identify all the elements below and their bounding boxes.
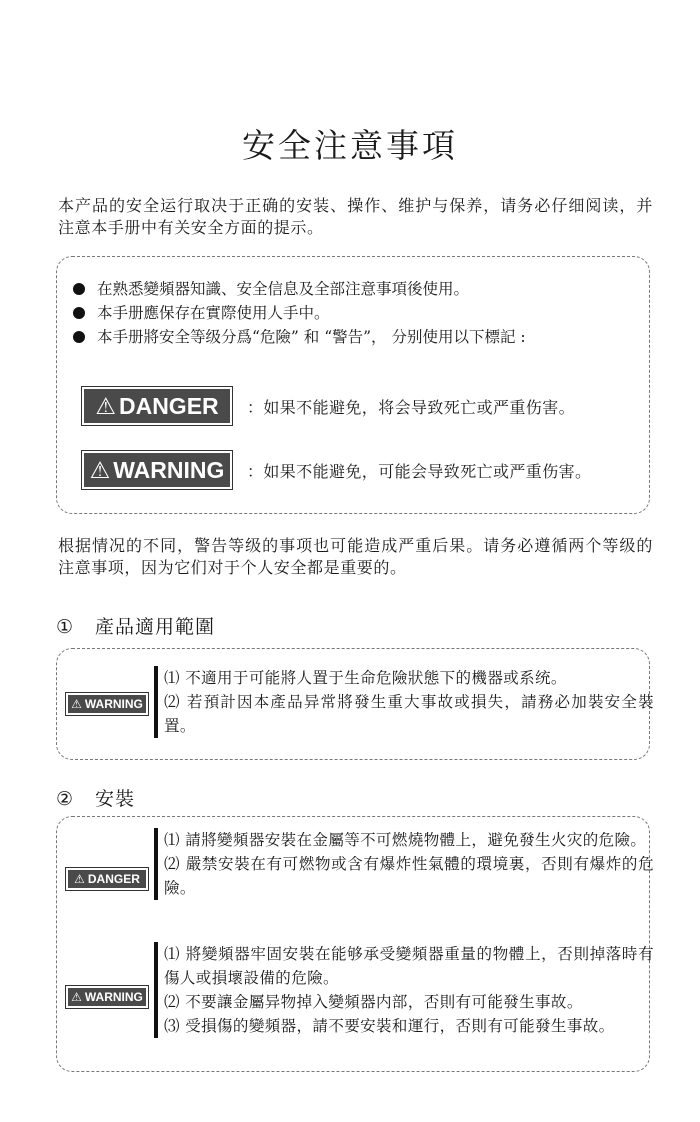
bullet-dot-icon — [73, 331, 85, 343]
warning-triangle-icon: ⚠ — [95, 392, 116, 419]
danger-badge-large — [84, 389, 230, 423]
item-text: ⑵ 若預計因本產品异常將發生重大事故或損失，請務必加裝安全裝置。 — [164, 693, 654, 735]
warning-triangle-icon: ⚠ — [71, 990, 82, 1004]
section-title: 安裝 — [95, 788, 136, 810]
item-text: ⑵ 嚴禁安裝在有可燃物或含有爆炸性氣體的環境裏，否則有爆炸的危險。 — [164, 855, 654, 897]
notice-bullet — [73, 301, 526, 325]
section-heading-scope — [56, 612, 215, 639]
notice-bullet-text: 本手册應保存在實際使用人手中。 — [97, 304, 330, 322]
warning-badge-label: WARNING — [113, 456, 225, 483]
page-title: 安全注意事項 — [242, 126, 458, 166]
item-text: ⑴ 將變頻器牢固安裝在能够承受變頻器重量的物體上，否則掉落時有傷人或損壞設備的危險。 — [164, 945, 654, 987]
section-title: 產品適用範圍 — [95, 616, 216, 638]
warning-badge-small — [68, 695, 146, 713]
danger-badge-label: DANGER — [118, 392, 219, 419]
warning-badge-large — [84, 453, 230, 487]
item-text: ⑵ 不要讓金屬异物掉入變頻器内部，否則有可能發生事故。 — [164, 993, 583, 1011]
scope-warning-items — [154, 666, 654, 738]
warning-description: ：如果不能避免，可能会导致死亡或严重伤害。 — [247, 462, 592, 481]
warning-badge-label: WARNING — [84, 990, 143, 1004]
install-danger-items — [154, 828, 654, 900]
install-warning-items — [154, 942, 654, 1038]
section-number: ② — [56, 788, 75, 810]
warning-triangle-icon: ⚠ — [89, 456, 111, 483]
item-text: ⑶ 受損傷的變頻器，請不要安裝和運行，否則有可能發生事故。 — [164, 1017, 615, 1035]
outro-paragraph: 根据情况的不同，警告等级的事项也可能造成严重后果。请务必遵循两个等级的注意事项，因为它们对于个人安全都是重要的。 — [58, 536, 653, 577]
item-text: ⑴ 不適用于可能將人置于生命危險狀態下的機器或系统。 — [164, 669, 567, 687]
notice-bullet — [73, 277, 526, 301]
notice-bullet — [73, 325, 526, 349]
notice-bullet-list — [73, 277, 526, 349]
item-text: ⑴ 請將變頻器安裝在金屬等不可燃燒物體上，避免發生火灾的危險。 — [164, 831, 647, 849]
warning-triangle-icon: ⚠ — [71, 697, 82, 711]
bullet-dot-icon — [73, 283, 85, 295]
notice-box — [56, 256, 650, 514]
bullet-dot-icon — [73, 307, 85, 319]
section-number: ① — [56, 616, 75, 638]
danger-badge-small — [68, 870, 146, 888]
warning-badge-small — [68, 988, 146, 1006]
intro-paragraph: 本产品的安全运行取决于正确的安装、操作、维护与保养，请务必仔细阅读，并注意本手册中有关安全方面的提示。 — [58, 196, 653, 237]
notice-bullet-text: 在熟悉變頻器知識、安全信息及全部注意事項後使用。 — [97, 280, 470, 298]
danger-description: ：如果不能避免，将会导致死亡或严重伤害。 — [247, 398, 576, 417]
danger-badge-label: DANGER — [87, 872, 140, 886]
notice-bullet-text: 本手册將安全等级分爲“危險” 和 “警告”， 分别使用以下標記 : — [97, 328, 526, 346]
warning-triangle-icon: ⚠ — [74, 872, 85, 886]
section-heading-install — [56, 784, 135, 811]
warning-badge-label: WARNING — [84, 697, 143, 711]
